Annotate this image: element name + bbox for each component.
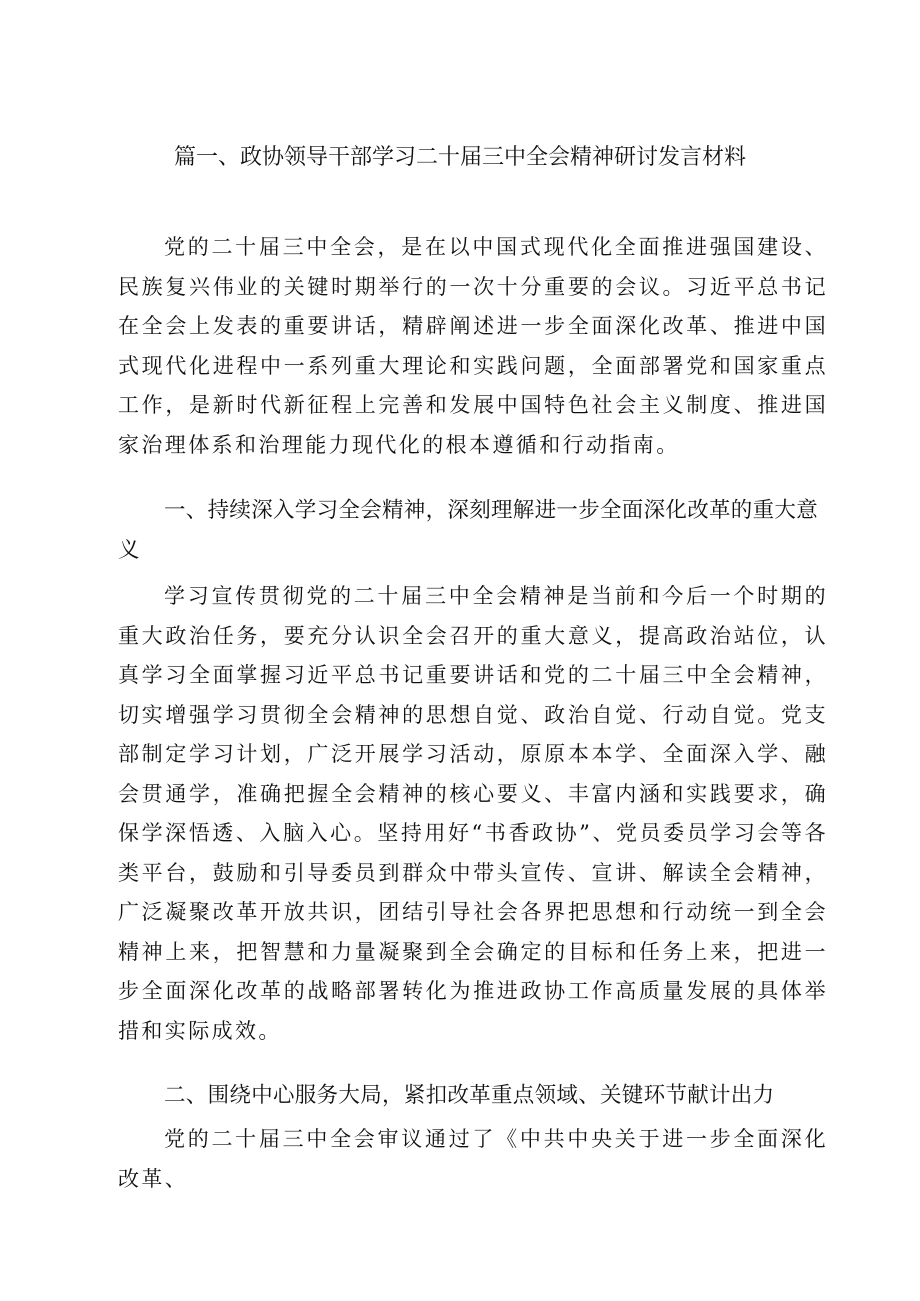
- document-title: 篇一、政协领导干部学习二十届三中全会精神研讨发言材料: [173, 145, 746, 170]
- section-heading-2: 二、围绕中心服务大局，紧扣改革重点领域、关键环节献计出力: [164, 1083, 775, 1108]
- body-paragraph-section-2: 党的二十届三中全会审议通过了《中共中央关于进一步全面深化改革、: [118, 1127, 828, 1191]
- body-paragraph-section-1: 学习宣传贯彻党的二十届三中全会精神是当前和今后一个时期的重大政治任务，要充分认识全会召开的重大意义，提高政治站位，认真学习全面掌握习近平总书记重要讲话和党的二十届三中全会精神，切实增强学习贯彻全会精神的思想自觉、政治自觉、行动自觉。党支部制定学习计划，广泛开展学习活动，原原本本学、全面深入学、融会贯通学，准确把握全会精神的核心要义、丰富内涵和实践要求，确保学深悟透、入脑入心。坚持用好“书香政协”、党员委员学习会等各类平台，鼓励和引导委员到群众中带头宣传、宣讲、解读全会精神，广泛凝聚改革开放共识，团结引导社会各界把思想和行动统一到全会精神上来，把智慧和力量凝聚到全会确定的目标和任务上来，把进一步全面深化改革的战略部署转化为推进政协工作高质量发展的具体举措和实际成效。: [118, 584, 828, 1043]
- body-paragraph-intro: 党的二十届三中全会，是在以中国式现代化全面推进强国建设、民族复兴伟业的关键时期举行的一次十分重要的会议。习近平总书记在全会上发表的重要讲话，精辟阐述进一步全面深化改革、推进中国式现代化进程中一系列重大理论和实践问题，全面部署党和国家重点工作，是新时代新征程上完善和发展中国特色社会主义制度、推进国家治理体系和治理能力现代化的根本遵循和行动指南。: [118, 235, 828, 457]
- section-heading-1: 一、持续深入学习全会精神，深刻理解进一步全面深化改革的重大意义: [118, 498, 819, 563]
